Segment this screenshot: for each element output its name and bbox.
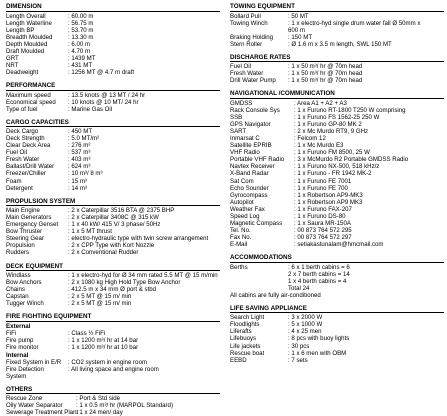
spec-value: : 5.0 MT/m² [68,135,100,143]
spec-row [6,373,220,380]
spec-label: Length BP [6,26,35,34]
spec-label: Draft Moulded [6,47,45,55]
spec-label: Bow Anchors [6,279,42,287]
spec-label: GPS Navigator [230,121,271,129]
propulsion-heading: PROPULSION SYSTEM [6,198,220,207]
discharge-rows [230,63,444,84]
spec-row [230,114,444,121]
others-rows [6,395,220,416]
accommodations-rows [230,264,444,292]
spec-row [6,395,220,402]
spec-row [230,335,444,342]
spec-row [6,92,220,99]
spec-label: Main Generators [6,214,52,222]
spec-value: : 00 873 764 572 297 [294,233,352,241]
dimension-rows [6,13,220,76]
spec-value: : 1439 MT [68,54,96,62]
nav-heading: NAVIGATIONAL /COMMUNICATION [230,90,444,99]
spec-row [230,135,444,142]
spec-label: Main Engine [6,207,40,215]
spec-label: System [6,372,27,380]
lifesaving-rows [230,314,444,363]
spec-row [230,206,444,213]
spec-row [6,272,220,279]
spec-label: Drill Water Pump [230,77,276,85]
spec-row [6,142,220,149]
spec-label: Freezer/Chiller [6,170,46,178]
spec-value: : 2 x Caterpillar 3408C @ 315 kW [68,214,159,222]
spec-value: : Area A1 + A2 + A3 [294,100,347,108]
spec-row [6,20,220,27]
lifesaving-heading: LIFE SAVING APPLIANCE [230,305,444,314]
spec-value: : 1 x 50 m³/ hr @ 70m head [288,77,363,85]
spec-value: : 450 MT [68,128,93,136]
spec-label: Autopilot [230,198,254,206]
spec-value: : 1 x Furuno GP-80 MK 2 [294,121,362,129]
spec-row [6,207,220,214]
spec-label: Weather Fax [230,205,265,213]
spec-row [6,128,220,135]
performance-heading: PERFORMANCE [6,82,220,91]
spec-value: : setiakastunalam@hmcmail.com [294,240,384,248]
spec-value: 600 m [288,26,305,34]
spec-value: : 5 x 1000 W [288,321,323,329]
spec-label: Rack Console Sys [230,107,280,115]
spec-value: : 1 x electro-hyd single drum water fall Ø 50mm x [288,19,421,27]
spec-value: : 6 x 1 berth cabins = 6 [288,263,350,271]
fire-section [6,313,220,379]
spec-label: Inmarsat C [230,135,260,143]
spec-value: : 13.5 knots @ 13 MT / 24 hr [68,91,146,99]
spec-label: Detergent [6,184,33,192]
spec-label: Rescue Zone [6,395,43,403]
spec-label: Fire monitor [6,343,39,351]
spec-row [230,357,444,364]
spec-value: : 3 x McMurdo R2 Portable GMDSS Radio [294,156,409,164]
spec-value: : 2 x 5 MT @ 15 m/ min [68,293,132,301]
spec-label: Towing Winch [230,19,268,27]
spec-value: : 431 MT [68,61,93,69]
spec-row [230,20,444,27]
spec-label: Length Waterline [6,19,52,27]
spec-value: : 537 m³ [68,149,91,157]
lifesaving-section [230,305,444,364]
spec-label: SSB [230,114,243,122]
spec-value: : 2 x 5 MT @ 15 m/ min [68,300,132,308]
spec-label: Fire Detection [6,365,44,373]
spec-row [230,241,444,248]
spec-label: Emergency Genset [6,221,59,229]
spec-row [6,163,220,170]
spec-row [230,163,444,170]
spec-value: : 56.75 m [68,19,94,27]
spec-label: GMDSS [230,100,253,108]
spec-row [6,135,220,142]
spec-value: : 1 x 0.5 m³/ hr (MARPOL Standard) [76,402,173,410]
spec-value: : 4.70 m [68,47,91,55]
spec-label: Floodlights [230,321,260,329]
spec-value: : All living space and engine room [68,365,159,373]
spec-row [230,285,444,292]
spec-label: VHF Radio [230,149,260,157]
spec-row [230,63,444,70]
spec-row [230,107,444,114]
nav-rows [230,100,444,248]
spec-row [230,343,444,350]
spec-row [230,70,444,77]
deck-section [6,263,220,308]
spec-label: Windlass [6,272,31,280]
nav-section [230,90,444,248]
accommodations-note: All cabins are fully air-conditioned [230,291,321,299]
spec-value: 2 x 7 berth cabins = 14 [288,270,350,278]
spec-row [6,249,220,256]
spec-row [230,149,444,156]
spec-value: : 1 x Mc Murdo E3 [294,142,344,150]
spec-value: : 1 x Furuno FM 8500, 25 W [294,149,370,157]
spec-value: : 7 sets [288,356,308,364]
deck-rows [6,272,220,307]
spec-label: Berths [230,263,248,271]
spec-label: Sewerage Treatment Plant [6,409,79,416]
spec-row [6,228,220,235]
spec-label: Braking Holding [230,33,274,41]
dimension-heading: DIMENSION [6,3,220,12]
spec-label: Stern Roller [230,40,263,48]
spec-row [230,13,444,20]
spec-row [230,77,444,84]
spec-value: : 1 x Furuno - FR 1942 MK-2 [294,170,372,178]
spec-row [230,321,444,328]
spec-label: Depth Moulded [6,40,48,48]
spec-value: : 00 873 764 572 295 [294,226,352,234]
spec-row [230,170,444,177]
spec-value: : 2 x CPP Type with Kort Nozzle [68,242,155,250]
spec-row [6,300,220,307]
spec-value: : electro-hydraulic type with twin screw arrangement [68,235,209,243]
deck-heading: DECK EQUIPMENT [6,263,220,272]
right-column [230,3,444,364]
spec-row [230,121,444,128]
spec-value: : 50 MT [288,12,309,20]
spec-value: : 1 x 50 m³/ hr @ 70m head [288,70,363,78]
spec-label: Oily Water Separator [6,402,63,410]
spec-value: : 1 x Furuno NX-500, 518 kHz/z [294,163,380,171]
spec-value: : 1256 MT @ 4.7 m draft [68,68,135,76]
spec-label: Life jackets [230,342,261,350]
fire-external-rows [6,330,220,351]
spec-label: Lifebuoys [230,335,257,343]
spec-row [6,185,220,192]
spec-row [6,149,220,156]
spec-value: : 403 m³ [68,156,91,164]
spec-row [6,178,220,185]
spec-label: Fire pump [6,336,34,344]
spec-row [6,366,220,373]
others-section [6,386,220,416]
spec-label: E-Mail [230,240,248,248]
spec-row [230,350,444,357]
spec-value: : 1 x Robertson AP9-MK3 [294,191,363,199]
spec-value: Total 24 [288,284,310,292]
spec-label: Deadweight [6,68,39,76]
spec-label: Portable VHF Radio [230,156,285,164]
spec-value: : 1 x Furuno DS-80 [294,212,346,220]
spec-value: : 15 m³ [68,177,87,185]
cargo-rows [6,128,220,191]
accommodations-heading: ACCOMMODATIONS [230,254,444,263]
spec-label: Ballast/Drill Water [6,163,55,171]
spec-label [230,27,288,34]
spec-row [230,100,444,107]
spec-label: Navtex Receiver [230,163,275,171]
spec-row [230,27,444,34]
cargo-section [6,119,220,192]
cargo-heading: CARGO CAPACITIES [6,119,220,128]
spec-value [68,373,220,380]
spec-row [230,234,444,241]
spec-label: Sat Com [230,177,254,185]
accommodations-section [230,254,444,299]
left-column [6,3,220,416]
spec-label: Maximum speed [6,91,51,99]
spec-row [6,69,220,76]
spec-value: : 412.5 m x 34 mm Ø port & stbd [68,286,157,294]
spec-row [6,106,220,113]
spec-label [230,278,288,285]
spec-row [6,409,220,416]
spec-value: : 1 x 5 MT thrust [68,228,112,236]
spec-row [6,235,220,242]
spec-value: : 2 x 1080 kg High Hold Type Bow Anchor [68,279,181,287]
spec-row [6,13,220,20]
spec-value: : 276 m² [68,142,91,150]
spec-value: : 1 x 24 men/ day [76,409,123,416]
spec-value: : 1 x 6 men with OBM [288,349,347,357]
spec-row [230,278,444,285]
spec-label: Fresh Water [230,70,264,78]
spec-label: Liferafts [230,328,252,336]
spec-value: : 10 m³/ 8 m³ [68,170,103,178]
spec-label: Fresh Water [6,156,40,164]
dimension-section [6,3,220,76]
spec-value: : 53.70 m [68,26,94,34]
spec-value: : Marine Gas Oil [68,105,113,113]
spec-row [6,27,220,34]
spec-value: : 8 pcs with buoy lights [288,335,350,343]
spec-value: : 1 x Furuno FE 7001 [294,177,352,185]
spec-value: : 1 x Furuno FAX-207 [294,205,352,213]
spec-label: Tugger Winch [6,300,44,308]
spec-row [230,178,444,185]
spec-row [6,34,220,41]
spec-label: Echo Sounder [230,184,269,192]
spec-row [230,264,444,271]
fire-internal-rows [6,359,220,380]
spec-label: Deck Strength [6,135,45,143]
spec-row [6,156,220,163]
fire-internal-heading: Internal [6,351,29,359]
spec-value: : Ø 1.6 m x 3.5 m length, SWL 150 MT [288,40,392,48]
spec-value: : Class ½ FiFi [68,329,106,337]
spec-row [6,293,220,300]
spec-value: : Port & Std side [76,395,121,403]
spec-label: Foam [6,177,22,185]
towing-rows [230,13,444,48]
spec-row [230,199,444,206]
spec-label [230,285,288,292]
spec-row [6,99,220,106]
discharge-heading: DISCHARGE RATES [230,54,444,63]
spec-value: : CO2 system in engine room [68,358,147,366]
spec-value: : 1 x Furuno FE 700 [294,184,348,192]
spec-value: : 1 x Furuno RT-1800 T250 W comprising [294,107,406,115]
spec-label: Length Overall [6,12,46,20]
spec-label: Capstan [6,293,29,301]
spec-value: : Felcom 12 [294,135,326,143]
propulsion-rows [6,207,220,256]
spec-row [6,62,220,69]
performance-section [6,82,220,113]
towing-heading: TOWING EQUIPMENT [230,3,444,12]
spec-row [230,41,444,48]
spec-row [6,170,220,177]
spec-label: Type of fuel [6,105,38,113]
spec-value: : 1 x Robertson AP9 MK3 [294,198,363,206]
spec-label: Breadth Moulded [6,33,53,41]
spec-value: : 1 x Furuno FS 1562-25 250 W [294,114,380,122]
spec-row [6,242,220,249]
spec-value: : 13.30 m [68,33,94,41]
spec-label: Fuel Oil [6,149,27,157]
spec-value: : 1 x 50 m³/ hr @ 70m head [288,63,363,71]
spec-value: : 1 x electro-hyd for Ø 34 mm rated 5.5 MT @ 15 m/min [68,272,218,280]
spec-row [6,214,220,221]
spec-row [230,156,444,163]
spec-label: Fuel Oil [230,63,251,71]
spec-row [230,185,444,192]
spec-row [230,192,444,199]
spec-label: NRT [6,61,19,69]
spec-value: : 1 x 40 kW/ 415 V/ 3 phase/ 50Hz [68,221,161,229]
spec-value: : 30 pcs [288,342,310,350]
spec-value: 1 x 4 berth cabins = 4 [288,277,347,285]
spec-label: Clear Deck Area [6,142,51,150]
spec-label: Magnetic Compass [230,219,283,227]
spec-label: Chains [6,286,25,294]
spec-row [6,221,220,228]
spec-value: : 624 m³ [68,163,91,171]
spec-label: Bollard Pull [230,12,261,20]
spec-value: : 14 m³ [68,184,87,192]
spec-label: FiFi [6,329,17,337]
spec-row [6,279,220,286]
spec-value: : 1 x 1200 m³/ hr at 14 bar [68,336,139,344]
spec-value: : 2 x Conventional Rudder [68,249,139,257]
spec-row [230,220,444,227]
spec-label: Bow Thruster [6,228,43,236]
spec-value: : 3 x 2000 W [288,314,323,322]
spec-value: : 60.00 m [68,12,94,20]
fire-heading: FIRE FIGHTING EQUIPMENT [6,313,220,322]
spec-row [230,328,444,335]
spec-label: Tel. No. [230,226,251,234]
spec-value: : 1 x Saura MR-150A [294,219,351,227]
spec-row [6,55,220,62]
spec-label: Economical speed [6,98,56,106]
spec-row [230,34,444,41]
fire-external-heading: External [6,322,31,330]
spec-row [6,337,220,344]
spec-value: : 2 x Mc Murdo RT9, 9 GHz [294,128,369,136]
spec-row [6,402,220,409]
spec-row [230,213,444,220]
spec-row [6,41,220,48]
towing-section [230,3,444,48]
spec-label: Gyrocompass [230,191,268,199]
spec-label: EEBD [230,356,247,364]
spec-label: GRT [6,54,19,62]
spec-value: : 150 MT [288,33,313,41]
spec-label [230,271,288,278]
spec-label: Fixed System in E/R [6,358,62,366]
spec-value: : 4 x 25 men [288,328,322,336]
others-heading: OTHERS [6,386,220,395]
spec-row [6,48,220,55]
spec-label: Fax No. [230,233,252,241]
spec-label: Search Light [230,314,265,322]
spec-value: : 1 x 1200 m³/ hr at 10 bar [68,343,139,351]
spec-row [6,359,220,366]
spec-label: Steering Gear [6,235,44,243]
propulsion-section [6,198,220,257]
spec-label: Deck Cargo [6,128,39,136]
spec-row [6,344,220,351]
spec-row [230,128,444,135]
spec-label: SART [230,128,247,136]
spec-value: : 6.00 m [68,40,91,48]
spec-label: Propulsion [6,242,35,250]
spec-row [230,271,444,278]
spec-label: X-Band Radar [230,170,269,178]
spec-row [6,330,220,337]
spec-row [230,142,444,149]
spec-value: : 10 knots @ 10 MT/ 24 hr [68,98,139,106]
spec-row [230,314,444,321]
spec-label: Satellite EPRIB [230,142,272,150]
spec-row [6,286,220,293]
performance-rows [6,92,220,113]
spec-value: : 2 x Caterpillar 3516 BTA @ 2375 BHP [68,207,175,215]
discharge-section [230,54,444,85]
spec-label: Rudders [6,249,30,257]
spec-label: Speed Log [230,212,260,220]
spec-row [230,227,444,234]
spec-label: Rescue boat [230,349,265,357]
